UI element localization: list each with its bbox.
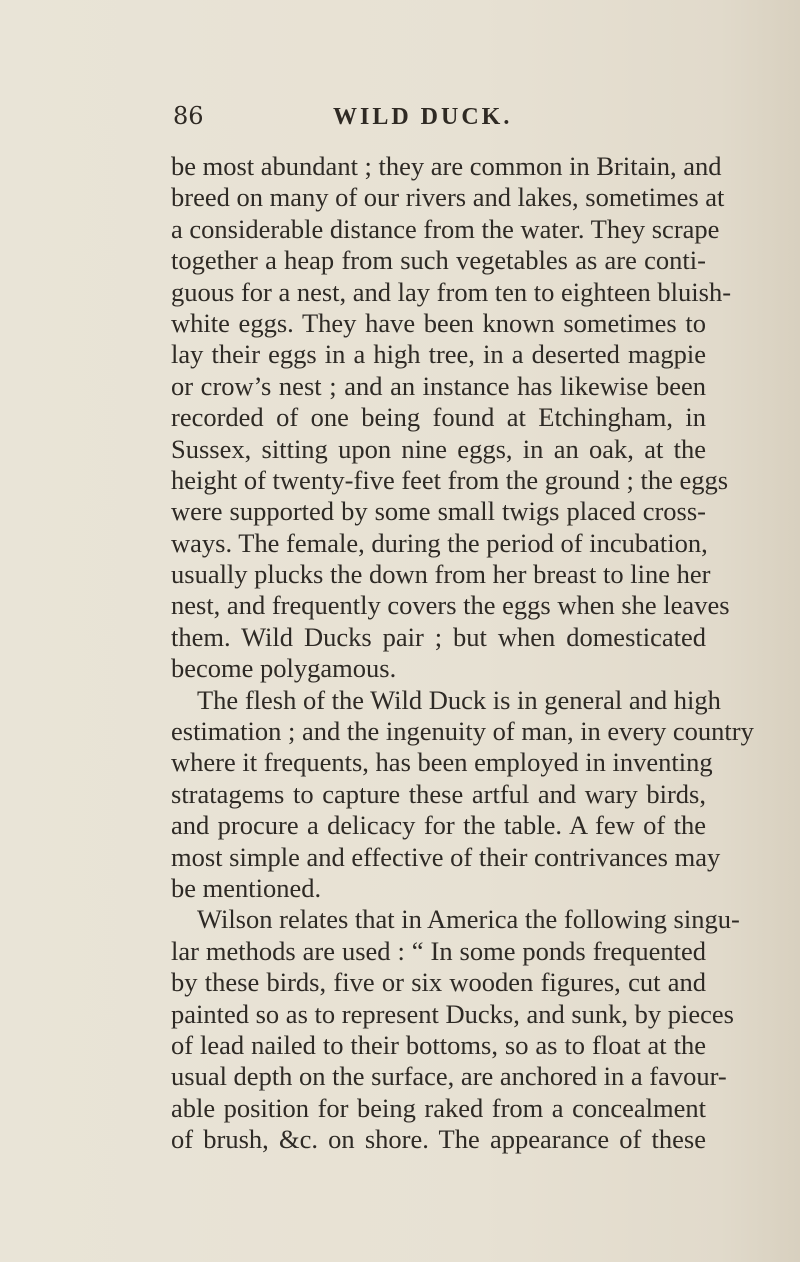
text-line: estimation ; and the ingenuity of man, in every country	[171, 716, 754, 747]
text-line: white eggs. They have been known sometimes to	[171, 307, 706, 338]
paragraph-start-line: The flesh of the Wild Duck is in general and high	[197, 684, 721, 715]
text-line: most simple and effective of their contrivances may	[171, 841, 721, 872]
text-line: of lead nailed to their bottoms, so as to float at the	[171, 1029, 706, 1060]
running-head: WILD DUCK.	[333, 104, 513, 130]
text-line: by these birds, five or six wooden figures, cut and	[171, 967, 706, 998]
page-header	[0, 102, 800, 138]
text-line: where it frequents, has been employed in inventing	[171, 747, 713, 778]
text-line: ways. The female, during the period of incubation,	[171, 527, 708, 558]
text-line: be mentioned.	[171, 872, 322, 903]
page-number: 86	[173, 102, 204, 130]
text-line: be most abundant ; they are common in Britain, and	[171, 151, 722, 181]
text-line: recorded of one being found at Etchingham, in	[171, 402, 706, 433]
text-line: lar methods are used : “ In some ponds frequented	[171, 935, 706, 966]
body-text	[171, 151, 754, 1156]
text-line: or crow’s nest ; and an instance has likewise been	[171, 370, 706, 401]
text-line: painted so as to represent Ducks, and sunk, by pieces	[171, 998, 734, 1029]
paragraph-start-line: Wilson relates that in America the following singu-	[197, 904, 740, 935]
text-line: Sussex, sitting upon nine eggs, in an oak, at the	[171, 433, 706, 464]
text-line: usually plucks the down from her breast to line her	[171, 559, 711, 590]
text-line: nest, and frequently covers the eggs when she leaves	[171, 590, 730, 621]
text-line: a considerable distance from the water. They scrape	[171, 213, 720, 244]
text-line: guous for a nest, and lay from ten to eighteen bluish-	[171, 276, 732, 307]
text-line: them. Wild Ducks pair ; but when domesticated	[171, 621, 706, 652]
text-line: usual depth on the surface, are anchored in a favour-	[171, 1061, 727, 1092]
text-line: and procure a delicacy for the table. A few of the	[171, 810, 706, 841]
text-line: height of twenty-five feet from the ground ; the eggs	[171, 464, 729, 495]
text-line: together a heap from such vegetables as are conti-	[171, 245, 706, 276]
text-line: stratagems to capture these artful and wary birds,	[171, 778, 706, 809]
text-line: breed on many of our rivers and lakes, sometimes at	[171, 182, 725, 213]
text-line: of brush, &c. on shore. The appearance of these	[171, 1124, 706, 1155]
text-line: were supported by some small twigs placed cross-	[171, 496, 706, 527]
text-line: lay their eggs in a high tree, in a deserted magpie	[171, 339, 706, 370]
text-line: able position for being raked from a concealment	[171, 1092, 706, 1123]
text-line: become polygamous.	[171, 653, 397, 684]
